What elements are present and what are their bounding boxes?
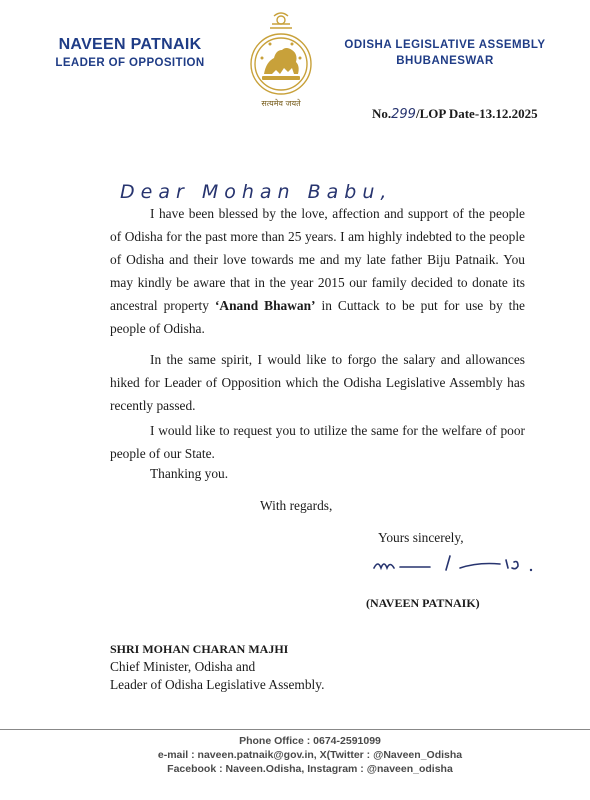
reference-line [372,106,538,122]
signatory-name: (NAVEEN PATNAIK) [366,596,480,610]
paragraph-3-text: I would like to request you to utilize the same for the welfare of poor people of our State. [110,423,525,461]
recipient-title-1: Chief Minister, Odisha and [110,659,256,674]
thanking-line: Thanking you. [150,466,229,481]
letterhead-left [40,36,220,69]
sender-name: NAVEEN PATNAIK [58,36,202,53]
paragraph-2-text: In the same spirit, I would like to forgo the salary and allowances hiked for Leader of Opposition which the Odisha Legislative Assembly has recently passed. [110,352,525,413]
footer-email: e-mail : naveen.patnaik@gov.in, X(Twitter : @Naveen_Odisha [157,749,463,761]
paragraph-1-text: I have been blessed by the love, affection and support of the people of Odisha for the past more than 25 years. I am highly indebted to the people of Odisha and their love towards me and my late father Biju Patnaik. You may kindly be aware that in the year 2015 our family decided to donate its ancestral property [110,206,525,313]
reference-prefix: No. [372,106,392,121]
emblem-motto: सत्यमेव जयते [261,99,301,108]
footer-phone: Phone Office : 0674-2591099 [239,735,381,747]
recipient-block [110,640,324,694]
footer-contact [100,734,520,776]
reference-date: /LOP Date-13.12.2025 [415,106,538,121]
recipient-title-2: Leader of Odisha Legislative Assembly. [110,677,325,692]
paragraph-2 [110,348,525,417]
salutation-text: Dear Mohan Babu, [120,181,393,203]
yours-sincerely: Yours sincerely, [378,530,464,545]
letterhead-right [330,37,560,69]
assembly-city: BHUBANESWAR [396,55,494,67]
recipient-name: SHRI MOHAN CHARAN MAJHI [110,642,289,656]
anand-bhawan: ‘Anand Bhawan’ [214,298,316,313]
paragraph-1 [110,202,525,340]
footer-social: Facebook : Naveen.Odisha, Instagram : @naveen_odisha [167,763,453,775]
sender-role: LEADER OF OPPOSITION [55,57,205,69]
regards-line: With regards, [260,498,333,513]
footer-divider [0,729,590,730]
paragraph-1-end: in Cuttack to be put for use by the people of Odisha. [110,298,526,336]
state-emblem [244,10,318,110]
signature-icon [368,548,543,582]
emblem-icon [244,10,318,110]
reference-number: 299 [391,107,416,122]
paragraph-3 [110,419,525,465]
assembly-name: ODISHA LEGISLATIVE ASSEMBLY [344,39,546,51]
